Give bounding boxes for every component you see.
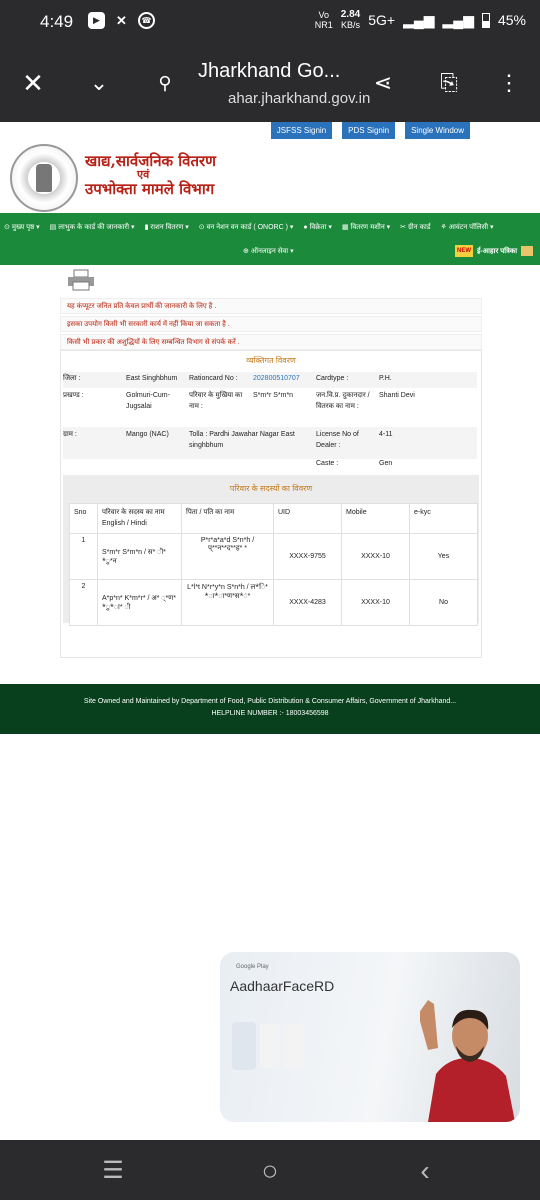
head-value: S*m*r S*m*n bbox=[253, 392, 294, 399]
dealer-value: Shanti Devi bbox=[379, 392, 415, 399]
status-bar bbox=[0, 0, 540, 44]
col-ekyc: e-kyc bbox=[410, 504, 478, 534]
signin-buttons bbox=[271, 122, 470, 139]
status-right bbox=[315, 10, 526, 30]
caste-label: Caste : bbox=[316, 460, 339, 467]
cardtype-label: Cardtype : bbox=[316, 375, 349, 382]
nav-e-ahar-magazine[interactable]: NEW ई-आहार पत्रिका bbox=[455, 245, 533, 257]
cell-uid: XXXX-9755 bbox=[274, 534, 342, 580]
tolla-value: Tolla : Pardhi Jawahar Nagar East singhbhum bbox=[189, 431, 295, 449]
cell-uid: XXXX-4283 bbox=[274, 580, 342, 626]
col-uid: UID bbox=[274, 504, 342, 534]
cell-sno: 1 bbox=[70, 534, 98, 580]
printer-icon[interactable] bbox=[66, 269, 96, 291]
browser-toolbar bbox=[0, 44, 540, 122]
video-app-name: AadhaarFaceRD bbox=[230, 978, 335, 994]
nav-green-card[interactable]: ✂ ग्रीन कार्ड bbox=[400, 224, 431, 231]
rationcard-value: 202800510707 bbox=[253, 375, 300, 382]
notice-2: इसका उपयोग किसी भी सरकारी कार्य में नहीं किया जा सकता है . bbox=[60, 316, 482, 332]
system-nav-bar bbox=[0, 1140, 540, 1200]
nav-distribution-machine[interactable]: ▦ वितरण मशीन ▾ bbox=[341, 224, 391, 231]
cell-father-name: P*r*a*a*d S*n*h / प्**न**द**ह* * bbox=[182, 534, 274, 580]
net-speed: 2.84 KB/s bbox=[340, 9, 361, 30]
signal-icon: ▂▄▆ bbox=[403, 11, 435, 28]
more-menu-icon[interactable]: ⋮ bbox=[498, 70, 520, 95]
video-store-label: Google Play bbox=[236, 964, 269, 970]
pds-signin-button[interactable]: PDS Signin bbox=[342, 122, 395, 139]
cell-member-name: S*m*r S*m*n / स* ी* *ु*न bbox=[98, 534, 182, 580]
recent-apps-icon[interactable]: ☰ bbox=[102, 1157, 124, 1184]
family-section-title: परिवार के सदस्यों का विवरण bbox=[229, 484, 313, 493]
nav-onorc[interactable]: ⊙ वन नेशन वन कार्ड ( ONORC ) ▾ bbox=[198, 224, 294, 231]
x-app-icon: ✕ bbox=[116, 13, 127, 28]
village-value: Mango (NAC) bbox=[126, 431, 169, 438]
cell-ekyc: No bbox=[410, 580, 478, 626]
table-row bbox=[70, 534, 478, 580]
nav-dealer[interactable]: ● विक्रेता ▾ bbox=[303, 224, 332, 231]
bookmark-icon[interactable]: ⎘ bbox=[440, 70, 458, 95]
web-page bbox=[0, 122, 540, 1140]
messenger-icon: ☎ bbox=[138, 12, 155, 29]
col-sno: Sno bbox=[70, 504, 98, 534]
table-row bbox=[70, 580, 478, 626]
nav-ration-distribution[interactable]: ▮ राशन वितरण ▾ bbox=[144, 224, 189, 231]
table-header-row bbox=[70, 504, 478, 534]
district-value: East Singhbhum bbox=[126, 375, 178, 382]
col-mobile: Mobile bbox=[342, 504, 410, 534]
col-father-name: पिता / पति का नाम bbox=[182, 504, 274, 534]
page-url[interactable]: ahar.jharkhand.gov.in bbox=[228, 90, 371, 107]
chevron-down-icon[interactable]: ⌄ bbox=[89, 70, 109, 95]
close-icon[interactable]: ✕ bbox=[22, 68, 44, 98]
cell-mobile: XXXX-10 bbox=[342, 580, 410, 626]
dealer-label: जन.वि.प्र. दुकानदार /वितरक का नाम : bbox=[316, 392, 370, 410]
network-type: 5G+ bbox=[368, 12, 396, 28]
new-badge: NEW bbox=[455, 245, 473, 257]
video-screenshot bbox=[232, 1022, 256, 1070]
notification-icons bbox=[88, 12, 155, 29]
village-label: ग्राम : bbox=[63, 431, 77, 438]
youtube-icon: ▶ bbox=[88, 12, 105, 29]
cell-father-name: L*l*t N*r*y*n S*n*h / ल*ि* *ा*ा*ण*स*ं* bbox=[182, 580, 274, 626]
nav-online-service[interactable]: ⊕ ऑनलाइन सेवा ▾ bbox=[243, 248, 294, 255]
footer-ownership: Site Owned and Maintained by Department of Food, Public Distribution & Consumer Affairs, Government of Jharkhand... bbox=[83, 698, 457, 705]
head-label: परिवार के मुखिया का नाम : bbox=[189, 392, 243, 410]
family-table bbox=[69, 503, 478, 626]
licence-value: 4-11 bbox=[379, 431, 393, 438]
col-member-name: परिवार के सदस्य का नाम English / Hindi bbox=[98, 504, 182, 534]
video-screenshot bbox=[260, 1024, 280, 1068]
site-footer bbox=[0, 684, 540, 734]
single-window-button[interactable]: Single Window bbox=[405, 122, 470, 139]
ration-card-details bbox=[60, 350, 482, 658]
jsfss-signin-button[interactable]: JSFSS Signin bbox=[271, 122, 332, 139]
volte-indicator: Vo NR1 bbox=[314, 10, 333, 30]
cell-member-name: A*p*n* K*m*r* / अ* ्*ण* *ु*ा* ी bbox=[98, 580, 182, 626]
notice-3: किसी भी प्रकार की अशुद्धियों के लिए सम्बन्धित विभाग से संपर्क करें . bbox=[60, 334, 482, 350]
emblem-icon bbox=[36, 164, 52, 192]
nav-beneficiary-card[interactable]: ▤ लाभुक के कार्ड की जानकारी ▾ bbox=[49, 224, 135, 231]
department-name: खाद्य,सार्वजनिक वितरण एवं उपभोक्ता मामले विभाग bbox=[85, 152, 217, 198]
signal-icon-2: ▂▄▆ bbox=[442, 11, 474, 28]
main-nav bbox=[0, 213, 540, 265]
nav-home[interactable]: ⊙ मुख्य पृष्ठ ▾ bbox=[4, 224, 40, 231]
battery-icon bbox=[482, 13, 490, 28]
cell-sno: 2 bbox=[70, 580, 98, 626]
site-settings-icon[interactable]: ⚲ bbox=[158, 73, 172, 93]
jharkhand-govt-logo bbox=[10, 144, 78, 212]
rationcard-label: Rationcard No : bbox=[189, 375, 238, 382]
licence-label: License No of Dealer : bbox=[316, 431, 359, 449]
cardtype-value: P.H. bbox=[379, 375, 392, 382]
back-icon[interactable]: ‹ bbox=[420, 1155, 430, 1186]
family-section bbox=[63, 475, 479, 623]
home-icon[interactable]: ○ bbox=[261, 1155, 279, 1186]
personal-section-title: व्यक्तिगत विवरण bbox=[246, 356, 296, 365]
caste-value: Gen bbox=[379, 460, 393, 467]
cell-ekyc: Yes bbox=[410, 534, 478, 580]
block-label: प्रखण्ड : bbox=[63, 392, 84, 399]
video-screenshot bbox=[284, 1024, 304, 1068]
district-label: जिला : bbox=[63, 375, 81, 382]
floating-video-overlay[interactable] bbox=[220, 952, 520, 1122]
share-icon[interactable]: ⋖ bbox=[373, 70, 393, 95]
status-time: 4:49 bbox=[40, 12, 74, 31]
nav-allocation-policy[interactable]: ⚘ आवंटन पॉलिसी ▾ bbox=[440, 224, 494, 231]
page-title: Jharkhand Go... bbox=[198, 60, 341, 82]
battery-level: 45% bbox=[497, 12, 526, 28]
cell-mobile: XXXX-10 bbox=[342, 534, 410, 580]
book-icon bbox=[521, 246, 533, 256]
block-value: Golmuri-Cum-Jugsalai bbox=[126, 392, 170, 410]
footer-helpline: HELPLINE NUMBER :- 18003456598 bbox=[211, 710, 329, 717]
notice-1: यह कंप्यूटर जनित प्रति केवल प्रार्थी की जानकारी के लिए है . bbox=[60, 298, 482, 314]
presenter-image bbox=[420, 988, 515, 1122]
